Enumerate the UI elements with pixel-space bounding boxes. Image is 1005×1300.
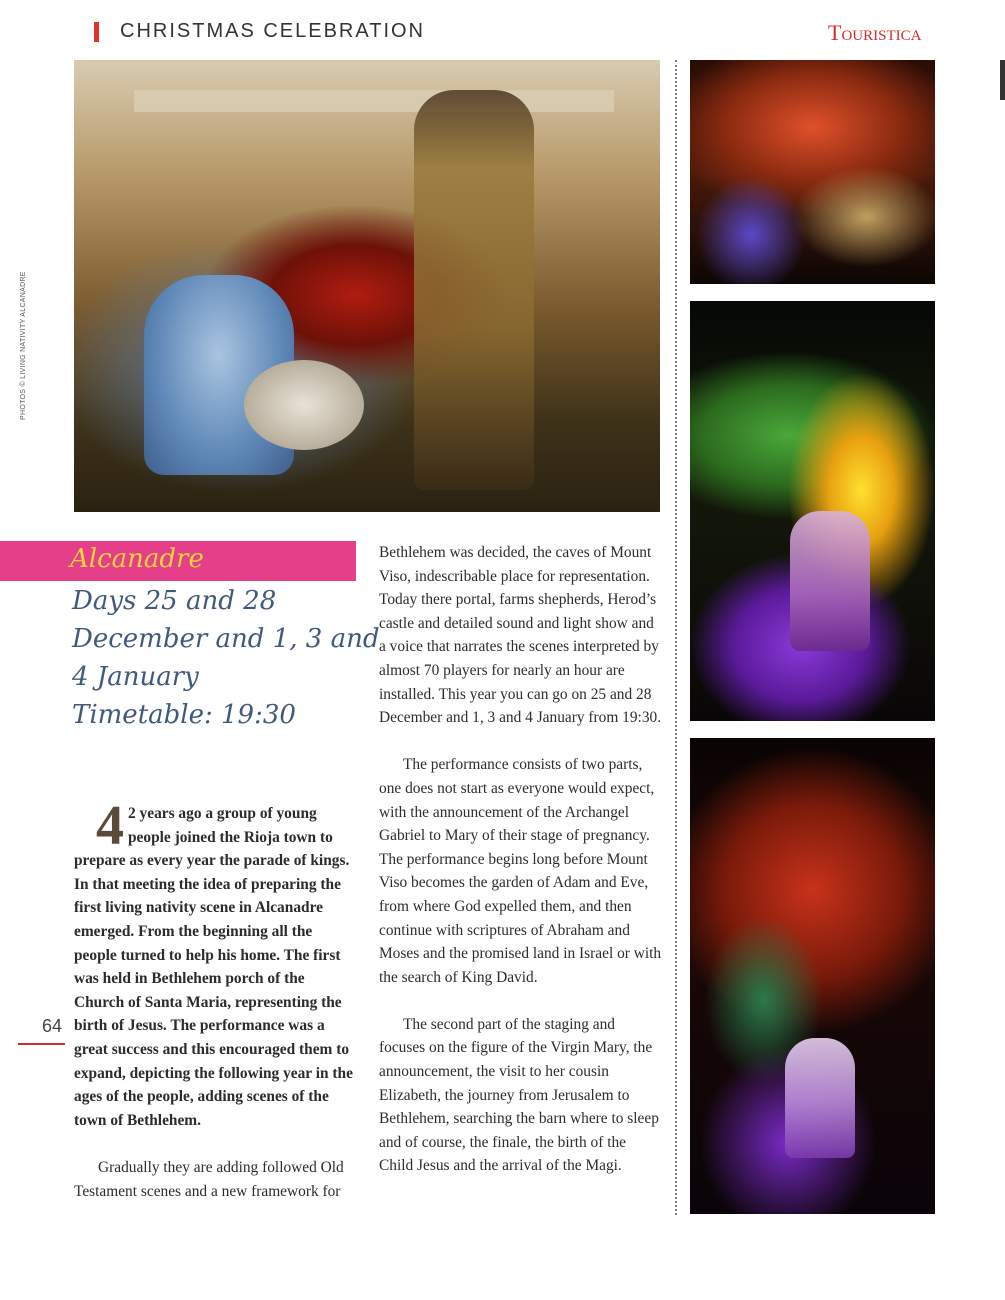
event-place-title: Alcanadre xyxy=(70,544,204,574)
photo-cradle xyxy=(244,360,364,450)
body-paragraph: Gradually they are adding followed Old Testament scenes and a new framework for xyxy=(74,1158,344,1200)
body-paragraph: The performance consists of two parts, one does not start as everyone would expect, with the announcement of the Archangel Gabriel to Mary of their stage of pregnancy. The performance begins long before Mount Viso becomes the garden of Adam and Eve, from where God expelled them, and then continue with scriptures of Abraham and Moses and the promised land in Israel or with the search of King David. xyxy=(379,756,662,986)
photo-joseph-figure xyxy=(414,90,534,490)
photo-portal-beam xyxy=(134,90,614,112)
event-dates-line: 4 January xyxy=(72,662,199,692)
photo-veiled-figure xyxy=(785,1038,855,1158)
event-dates-block xyxy=(72,582,380,734)
event-dates-line: Days 25 and 28 xyxy=(72,586,277,616)
photo-credit: PHOTOS © LIVING NATIVITY ALCANADRE xyxy=(20,271,27,420)
side-photo-stage-lights xyxy=(690,301,935,721)
side-photo-procession xyxy=(690,738,935,1214)
magazine-logo: Touristica xyxy=(828,20,922,45)
lead-paragraph xyxy=(74,795,356,1132)
page-number: 64 xyxy=(42,1016,63,1036)
page-number-rule xyxy=(18,1043,65,1045)
photo-performer-figure xyxy=(790,511,870,651)
article-column-1 xyxy=(74,795,356,1227)
body-paragraph: Bethlehem was decided, the caves of Mount Viso, indescribable place for representation. Today there portal, farms shepherds, Herod’s castle and detailed sound and light show and a voice that narrates the scenes interpreted by almost 70 players for nearly an hour are installed. This year you can go on 25 and 28 December and 1, 3 and 4 January from 19:30. xyxy=(379,544,662,727)
dotted-column-divider xyxy=(675,60,677,1215)
section-title: CHRISTMAS CELEBRATION xyxy=(120,20,425,42)
event-timetable-line: Timetable: 19:30 xyxy=(72,700,296,730)
section-accent-bar xyxy=(94,22,99,42)
article-column-2 xyxy=(379,541,663,1202)
event-dates-line: December and 1, 3 and xyxy=(72,624,380,654)
lead-text: 2 years ago a group of young people joined the Rioja town to prepare as every year the parade of kings. In that meeting the idea of preparing the first living nativity scene in Alcanadre emerged. From the beginning all the people turned to help his home. The first was held in Bethlehem porch of the Church of Santa Maria, representing the birth of Jesus. The performance was a great success and this encouraged them to expand, depicting the following year in the ages of the people, adding scenes of the town of Bethlehem. xyxy=(74,805,353,1129)
side-photo-crowd xyxy=(690,60,935,284)
page-edge-mark xyxy=(1000,60,1005,100)
drop-cap: 4 xyxy=(96,795,124,857)
nativity-main-photo xyxy=(74,60,660,512)
body-paragraph: The second part of the staging and focuses on the figure of the Virgin Mary, the announcement, the visit to her cousin Elizabeth, the journey from Jerusalem to Bethlehem, searching the barn where to sleep and of course, the finale, the birth of the Child Jesus and the arrival of the Magi. xyxy=(379,1015,659,1175)
